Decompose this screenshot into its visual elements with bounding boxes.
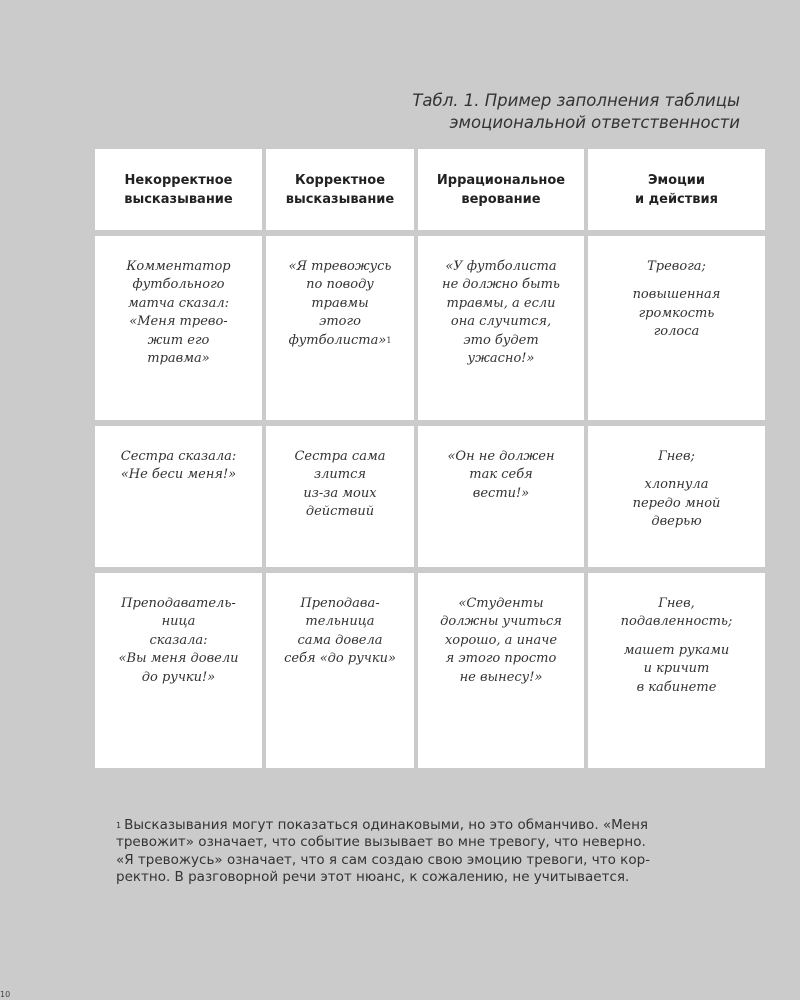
cell-text-line xyxy=(319,313,361,331)
cell-text-line xyxy=(148,332,210,350)
cell-text-line xyxy=(289,258,392,276)
cell-text-line xyxy=(633,495,721,513)
cell-text: «Я тревожусь xyxy=(288,259,392,274)
cell-text: голоса xyxy=(653,324,700,340)
cell-text: себя «до ручки» xyxy=(284,651,396,667)
cell-text: действий xyxy=(305,504,375,520)
cell-text-line xyxy=(473,485,529,503)
cell-text: тельница xyxy=(305,614,375,630)
cell-text-line xyxy=(442,276,560,294)
cell-text: Тревога; xyxy=(647,259,706,274)
cell-text: должны учиться xyxy=(440,614,562,630)
cell-text: «Не беси меня!» xyxy=(120,467,237,483)
cell-text-line xyxy=(300,595,379,613)
cell-text: передо мной xyxy=(632,495,721,511)
header-cell-emotions-actions xyxy=(588,149,765,230)
cell-text: вести!» xyxy=(472,485,530,501)
cell-text-line xyxy=(284,650,396,668)
cell-text: до ручки!» xyxy=(141,669,216,685)
cell-text: этого xyxy=(319,314,361,330)
cell-text: травмы, а если xyxy=(446,295,556,311)
cell-text-line xyxy=(654,323,700,341)
cell-text-line xyxy=(126,258,230,276)
cell-text-line xyxy=(129,313,227,331)
cell-text-line xyxy=(128,295,229,313)
footnote-line: «Я тревожусь» означает, что я сам создаю свою эмоцию тревоги, что кор- xyxy=(116,851,651,868)
table-cell xyxy=(266,236,414,420)
cell-text: в кабинете xyxy=(636,679,717,695)
header-cell-irrational-belief xyxy=(418,149,584,230)
cell-text-line xyxy=(658,448,695,466)
cell-text-line xyxy=(621,613,733,631)
cell-text: «Студенты xyxy=(458,596,544,611)
cell-text-line xyxy=(121,595,236,613)
footnote-marker: 1 xyxy=(116,821,122,830)
cell-text-line xyxy=(651,513,701,531)
cell-text: сказала: xyxy=(149,632,208,648)
cell-text-line xyxy=(303,485,376,503)
cell-text-line xyxy=(162,613,196,631)
table-cell xyxy=(418,573,584,768)
cell-text: Преподава- xyxy=(300,596,380,611)
cell-text-line xyxy=(460,669,543,687)
cell-text: из-за моих xyxy=(303,485,377,501)
cell-text: машет руками xyxy=(623,642,730,658)
header-cell-incorrect xyxy=(95,149,262,230)
cell-text: подавленность; xyxy=(620,614,733,630)
header-cell-correct xyxy=(266,149,414,230)
cell-text: громкость xyxy=(638,305,715,321)
cell-text-line xyxy=(121,448,237,466)
cell-text-line xyxy=(469,466,533,484)
cell-text-line xyxy=(306,276,374,294)
cell-text: травма» xyxy=(147,351,210,367)
cell-text-line xyxy=(294,448,385,466)
table-cell xyxy=(588,573,765,768)
cell-text-line xyxy=(142,669,215,687)
cell-text-line xyxy=(639,305,715,323)
table-cell xyxy=(588,236,765,420)
cell-text: Сестра сама xyxy=(294,449,386,464)
cell-text: не должно быть xyxy=(442,277,560,293)
table-cell xyxy=(95,236,262,420)
table-cell xyxy=(95,426,262,567)
cell-text: хлопнула xyxy=(644,477,709,493)
page-number: 10 xyxy=(0,990,11,999)
table-cell xyxy=(266,573,414,768)
table-cell xyxy=(588,426,765,567)
cell-text: жит его xyxy=(147,332,210,348)
cell-text: «Меня трево- xyxy=(129,314,228,330)
cell-text: повышенная xyxy=(632,287,721,303)
header-label: Эмоции и действия xyxy=(635,172,718,207)
cell-text: «Он не должен xyxy=(447,449,555,464)
cell-text: ужасно!» xyxy=(467,351,535,367)
cell-text-line xyxy=(297,632,382,650)
cell-text: я этого просто xyxy=(445,651,557,667)
cell-text: дверью xyxy=(651,514,702,530)
footnote-line: ректно. В разговорной речи этот нюанс, к сожалению, не учитывается. xyxy=(116,869,630,886)
cell-text: злится xyxy=(314,467,366,483)
cell-text-line xyxy=(440,613,562,631)
cell-text-line xyxy=(647,258,706,276)
cell-text-line xyxy=(644,660,710,678)
cell-text: это будет xyxy=(463,332,539,348)
caption-line-1: Табл. 1. Пример заполнения таблицы xyxy=(412,91,740,110)
cell-text-line xyxy=(447,448,554,466)
cell-text-line xyxy=(658,595,695,613)
cell-text-line xyxy=(147,350,209,368)
table-cell xyxy=(266,426,414,567)
cell-text-line xyxy=(624,642,730,660)
cell-text-line xyxy=(445,258,556,276)
cell-text-line xyxy=(637,679,717,697)
cell-text: «Вы меня довели xyxy=(118,651,239,667)
header-label: Некорректное высказывание xyxy=(124,172,233,207)
footnote-text: Высказывания могут показаться одинаковыми, но это обманчиво. «Меня xyxy=(124,817,649,833)
cell-text-line xyxy=(149,632,207,650)
cell-text-line xyxy=(133,276,225,294)
cell-text: так себя xyxy=(469,467,533,483)
cell-text-line xyxy=(306,503,374,521)
cell-text-line xyxy=(311,295,368,313)
header-label: Иррациональное верование xyxy=(436,172,566,207)
cell-text: ница xyxy=(161,614,196,630)
cell-text: хорошо, а иначе xyxy=(444,632,558,648)
cell-text: футбольного xyxy=(132,277,225,293)
cell-text: матча сказал: xyxy=(127,295,230,311)
cell-text-line xyxy=(121,466,236,484)
cell-text-line xyxy=(463,332,538,350)
cell-text: футболиста» xyxy=(288,332,387,348)
cell-text-line xyxy=(314,466,366,484)
footnote-reference: 1 xyxy=(386,335,392,345)
cell-text: Гнев, xyxy=(658,596,695,611)
cell-text: и кричит xyxy=(643,661,710,677)
footnote-line xyxy=(116,817,716,834)
cell-text-line xyxy=(451,313,551,331)
cell-text: Гнев; xyxy=(658,449,695,464)
cell-text-line xyxy=(119,650,239,668)
cell-text-line xyxy=(458,595,543,613)
cell-text-line xyxy=(645,476,709,494)
cell-text: она случится, xyxy=(450,314,552,330)
cell-text: сама довела xyxy=(297,632,383,648)
table-cell xyxy=(418,236,584,420)
footnote-line: тревожит» означает, что событие вызывает во мне тревогу, что неверно. xyxy=(116,834,646,851)
cell-text: Комментатор xyxy=(126,259,231,274)
table-caption xyxy=(280,90,740,134)
cell-text-line xyxy=(445,632,557,650)
cell-text-line xyxy=(468,350,535,368)
cell-text: по поводу xyxy=(306,277,374,293)
cell-text: Преподаватель- xyxy=(121,596,236,611)
cell-text-line xyxy=(305,613,374,631)
emotional-responsibility-table xyxy=(95,149,765,768)
footnote xyxy=(116,817,716,887)
cell-text-line xyxy=(446,295,555,313)
cell-text-line xyxy=(289,332,392,350)
table-cell xyxy=(95,573,262,768)
cell-text: Сестра сказала: xyxy=(120,449,237,464)
cell-text: «У футболиста xyxy=(445,259,557,274)
cell-text: травмы xyxy=(311,295,369,311)
header-label: Корректное высказывание xyxy=(285,172,395,207)
cell-text: не вынесу!» xyxy=(459,669,543,685)
cell-text-line xyxy=(446,650,557,668)
table-cell xyxy=(418,426,584,567)
cell-text-line xyxy=(633,286,721,304)
caption-line-2: эмоциональной ответственности xyxy=(449,113,740,132)
